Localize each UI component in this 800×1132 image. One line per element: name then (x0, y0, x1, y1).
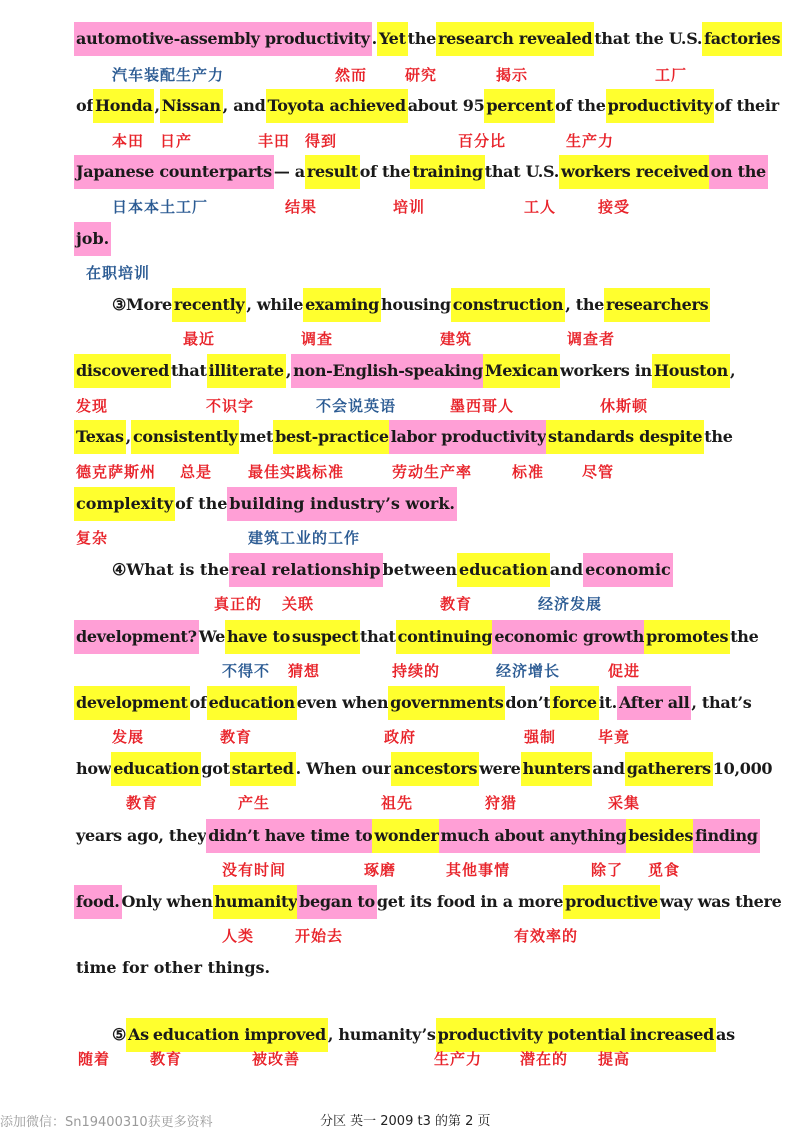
text-line (0, 487, 800, 523)
text-run: that U.S. (484, 162, 559, 181)
highlighted-word: As (126, 1018, 151, 1052)
highlighted-word: force (550, 686, 598, 720)
text-line (0, 1018, 800, 1054)
text-run: ③More (112, 295, 172, 314)
highlighted-word: job. (74, 222, 111, 256)
chinese-gloss: 产生 (238, 794, 271, 812)
text-run: housing (381, 295, 451, 314)
highlighted-word: governments (388, 686, 505, 720)
highlighted-word: wonder (372, 819, 440, 853)
chinese-gloss: 日产 (160, 132, 193, 150)
chinese-gloss: 总是 (180, 463, 213, 481)
text-line (0, 819, 800, 855)
text-line (0, 752, 800, 788)
chinese-gloss: 标准 (512, 463, 545, 481)
text-run: , while (246, 295, 304, 314)
text-run: get its food in a more (376, 892, 564, 911)
highlighted-word: Yet (377, 22, 408, 56)
highlighted-word: food. (74, 885, 122, 919)
chinese-gloss: 强制 (524, 728, 557, 746)
chinese-gloss: 狩猎 (485, 794, 518, 812)
chinese-gloss: 采集 (608, 794, 641, 812)
text-run: between (382, 560, 458, 579)
text-line (0, 553, 800, 589)
chinese-gloss: 研究 (405, 66, 438, 84)
highlighted-word: examing (303, 288, 381, 322)
text-run: even when (296, 693, 389, 712)
chinese-gloss: 揭示 (496, 66, 529, 84)
highlighted-word: researchers (604, 288, 710, 322)
chinese-gloss: 生产力 (566, 132, 615, 150)
text-run: . When our (295, 759, 392, 778)
text-run: time for other things. (76, 958, 271, 977)
highlighted-word: labor productivity (389, 420, 548, 454)
text-line (0, 222, 800, 258)
page-number: 分区 英一 2009 t3 的第 2 页 (320, 1114, 491, 1129)
text-run: how (76, 759, 112, 778)
text-run: , (125, 427, 131, 446)
text-run: the (730, 627, 759, 646)
highlighted-word: recently (172, 288, 247, 322)
text-run: as (716, 1025, 735, 1044)
chinese-gloss: 得到 (305, 132, 338, 150)
chinese-gloss: 培训 (393, 198, 426, 216)
chinese-gloss: 开始去 (295, 927, 344, 945)
text-run: years ago, they (76, 826, 207, 845)
text-run: , (154, 96, 160, 115)
chinese-gloss: 发现 (76, 397, 109, 415)
text-line (0, 620, 800, 656)
chinese-gloss: 百分比 (458, 132, 507, 150)
highlighted-word: finding (693, 819, 760, 853)
chinese-gloss: 丰田 (258, 132, 291, 150)
text-line (0, 89, 800, 125)
highlighted-word: promotes (644, 620, 730, 654)
highlighted-word: productive (563, 885, 660, 919)
text-run: don’t (505, 693, 551, 712)
highlighted-word: economic (583, 553, 673, 587)
chinese-gloss: 猜想 (288, 662, 321, 680)
chinese-gloss: 没有时间 (222, 861, 287, 879)
highlighted-word: Houston (652, 354, 730, 388)
chinese-gloss: 然而 (335, 66, 368, 84)
chinese-gloss: 复杂 (76, 529, 109, 547)
chinese-gloss: 墨西哥人 (450, 397, 515, 415)
chinese-gloss: 最佳实践标准 (248, 463, 345, 481)
text-run: workers in (560, 361, 652, 380)
highlighted-word: factories (702, 22, 782, 56)
chinese-gloss: 调查者 (567, 330, 616, 348)
text-run: , (729, 361, 736, 380)
highlighted-word: started (230, 752, 296, 786)
text-run: of the (359, 162, 411, 181)
chinese-gloss: 调查 (301, 330, 334, 348)
chinese-gloss: 工厂 (655, 66, 688, 84)
text-run: . (371, 29, 377, 48)
chinese-gloss: 休斯顿 (600, 397, 649, 415)
chinese-gloss: 建筑 (440, 330, 473, 348)
highlighted-word: building industry’s work. (227, 487, 457, 521)
highlighted-word: Mexican (483, 354, 560, 388)
chinese-gloss: 劳动生产率 (392, 463, 473, 481)
text-run: that (170, 361, 207, 380)
highlighted-word: complexity (74, 487, 175, 521)
highlighted-word: economic growth (492, 620, 646, 654)
chinese-gloss: 教育 (126, 794, 159, 812)
chinese-gloss: 其他事情 (446, 861, 511, 879)
text-run: Only when (121, 892, 213, 911)
chinese-gloss: 提高 (598, 1050, 631, 1068)
chinese-gloss: 尽管 (582, 463, 615, 481)
chinese-gloss: 生产力 (434, 1050, 483, 1068)
highlighted-word: began to (297, 885, 377, 919)
text-run: and (592, 759, 625, 778)
text-run: , that’s (691, 693, 752, 712)
highlighted-word: hunters (521, 752, 593, 786)
chinese-gloss: 汽车装配生产力 (112, 66, 225, 84)
highlighted-word: continuing (396, 620, 495, 654)
chinese-gloss: 除了 (591, 861, 624, 879)
text-run: the (407, 29, 436, 48)
text-line (0, 155, 800, 191)
highlighted-word: training (410, 155, 484, 189)
text-run: of (76, 96, 93, 115)
text-run: , humanity’s (327, 1025, 436, 1044)
highlighted-word: increased (628, 1018, 716, 1052)
chinese-gloss: 琢磨 (364, 861, 397, 879)
highlighted-word: humanity (213, 885, 300, 919)
chinese-gloss: 经济增长 (496, 662, 561, 680)
text-run: of the (175, 494, 228, 513)
text-run: got (201, 759, 230, 778)
highlighted-word: education (207, 686, 297, 720)
text-line (0, 354, 800, 390)
highlighted-word: standards despite (546, 420, 704, 454)
chinese-gloss: 本田 (112, 132, 145, 150)
text-run: We (198, 627, 225, 646)
chinese-gloss: 潜在的 (520, 1050, 569, 1068)
chinese-gloss: 毕竟 (598, 728, 631, 746)
chinese-gloss: 建筑工业的工作 (248, 529, 361, 547)
text-run: of their (714, 96, 779, 115)
text-run: 10,000 (712, 759, 773, 778)
chinese-gloss: 经济发展 (538, 595, 603, 613)
highlighted-word: productivity (606, 89, 715, 123)
text-run: met (239, 427, 274, 446)
chinese-gloss: 真正的 (214, 595, 263, 613)
highlighted-word: have to (225, 620, 292, 654)
highlighted-word: real relationship (229, 553, 382, 587)
chinese-gloss: 人类 (222, 927, 255, 945)
highlighted-word: result (305, 155, 360, 189)
chinese-gloss: 促进 (608, 662, 641, 680)
text-line (0, 288, 800, 324)
chinese-gloss: 接受 (598, 198, 631, 216)
chinese-gloss: 不识字 (206, 397, 255, 415)
highlighted-word: best-practice (273, 420, 391, 454)
highlighted-word: on the (709, 155, 768, 189)
chinese-gloss: 关联 (282, 595, 315, 613)
chinese-gloss: 教育 (440, 595, 473, 613)
highlighted-word: didn’t have time to (206, 819, 374, 853)
highlighted-word: education (111, 752, 201, 786)
watermark-text: 添加微信：Sn19400310获更多资料 (0, 1115, 213, 1130)
text-run: that the U.S. (594, 29, 703, 48)
highlighted-word: gatherers (625, 752, 713, 786)
highlighted-word: research revealed (436, 22, 594, 56)
highlighted-word: consistently (131, 420, 240, 454)
text-run: it. (598, 693, 617, 712)
highlighted-word: automotive-assembly productivity (74, 22, 372, 56)
text-line (0, 951, 800, 987)
highlighted-word: Japanese counterparts (74, 155, 274, 189)
chinese-gloss: 持续的 (392, 662, 441, 680)
chinese-gloss: 在职培训 (86, 264, 151, 282)
highlighted-word: workers received (559, 155, 711, 189)
chinese-gloss: 祖先 (381, 794, 414, 812)
chinese-gloss: 教育 (220, 728, 253, 746)
text-line (0, 420, 800, 456)
chinese-gloss: 工人 (524, 198, 557, 216)
highlighted-word: percent (484, 89, 555, 123)
chinese-gloss: 德克萨斯州 (76, 463, 157, 481)
text-run: , (285, 361, 292, 380)
highlighted-word: much about anything (439, 819, 629, 853)
chinese-gloss: 被改善 (252, 1050, 301, 1068)
chinese-gloss: 结果 (285, 198, 318, 216)
chinese-gloss: 政府 (384, 728, 417, 746)
text-run: ⑤ (112, 1025, 127, 1044)
text-run: way was there (659, 892, 782, 911)
highlighted-word: productivity potential (436, 1018, 628, 1052)
chinese-gloss: 有效率的 (514, 927, 579, 945)
text-line (0, 885, 800, 921)
highlighted-word: Honda (93, 89, 154, 123)
highlighted-word: development (74, 686, 190, 720)
chinese-gloss: 觅食 (648, 861, 681, 879)
text-run: — a (273, 162, 305, 181)
text-run: ④What is the (112, 560, 230, 579)
highlighted-word: discovered (74, 354, 171, 388)
highlighted-word: Toyota achieved (266, 89, 408, 123)
text-run: , and (222, 96, 266, 115)
chinese-gloss: 最近 (183, 330, 216, 348)
text-run: about 95 (407, 96, 485, 115)
chinese-gloss: 随着 (78, 1050, 111, 1068)
text-line (0, 22, 800, 58)
text-run: that (360, 627, 396, 646)
chinese-gloss: 不会说英语 (316, 397, 397, 415)
highlighted-word: suspect (290, 620, 360, 654)
highlighted-word: besides (626, 819, 695, 853)
chinese-gloss: 教育 (150, 1050, 183, 1068)
highlighted-word: Texas (74, 420, 126, 454)
highlighted-word: Nissan (160, 89, 223, 123)
highlighted-word: education (457, 553, 550, 587)
chinese-gloss: 日本本土工厂 (112, 198, 209, 216)
chinese-gloss: 发展 (112, 728, 145, 746)
highlighted-word: illiterate (207, 354, 286, 388)
chinese-gloss: 不得不 (222, 662, 271, 680)
highlighted-word: non-English-speaking (291, 354, 485, 388)
text-run: the (704, 427, 733, 446)
text-run: of (189, 693, 207, 712)
text-run: and (549, 560, 584, 579)
highlighted-word: development? (74, 620, 199, 654)
text-run: , the (565, 295, 605, 314)
highlighted-word: ancestors (391, 752, 479, 786)
text-line (0, 686, 800, 722)
highlighted-word: After all (617, 686, 691, 720)
text-run: of the (555, 96, 606, 115)
highlighted-word: education improved (151, 1018, 328, 1052)
highlighted-word: construction (451, 288, 565, 322)
text-run: were (479, 759, 521, 778)
